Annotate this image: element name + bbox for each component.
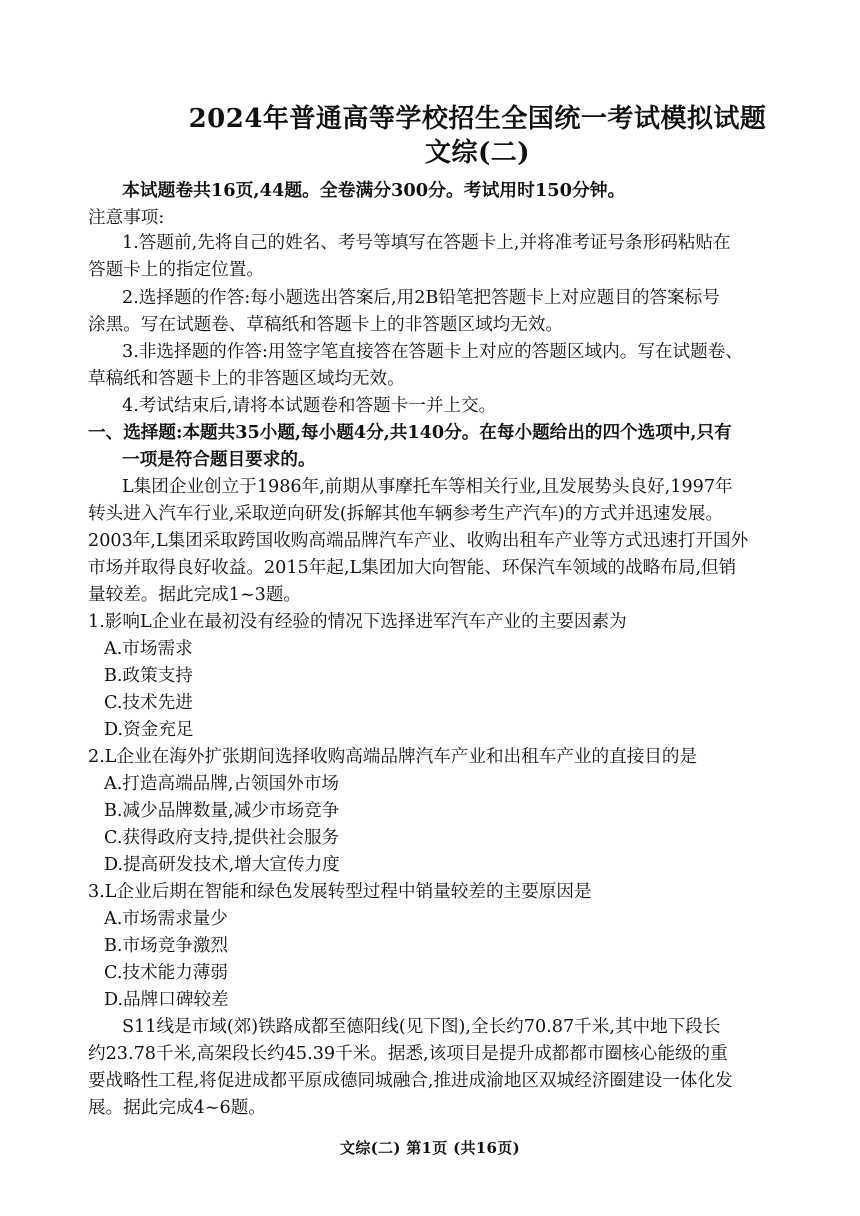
passage-1-line-4: 市场并取得良好收益。2015年起,L集团加大向智能、环保汽车领域的战略布局,但销: [88, 558, 737, 578]
question-1-option-b: B.政策支持: [104, 666, 193, 686]
passage-1-line-5: 量较差。据此完成1~3题。: [88, 585, 302, 605]
passage-1-line-3: 2003年,L集团采取跨国收购高端品牌汽车产业、收购出租车产业等方式迅速打开国外: [88, 531, 749, 551]
question-3-option-b: B.市场竞争激烈: [104, 936, 229, 956]
question-3-option-c: C.技术能力薄弱: [104, 963, 228, 983]
exam-subtitle: 文综(二): [424, 138, 531, 168]
note-1-line-1: 1.答题前,先将自己的姓名、考号等填写在答题卡上,并将准考证号条形码粘贴在: [122, 233, 731, 253]
passage-2-line-2: 约23.78千米,高架段长约45.39千米。据悉,该项目是提升成都都市圈核心能级的重: [88, 1044, 728, 1064]
passage-1-line-2: 转头进入汽车行业,采取逆向研发(拆解其他车辆参考生产汽车)的方式并迅速发展。: [88, 504, 724, 524]
note-2-line-2: 涂黑。写在试题卷、草稿纸和答题卡上的非答题区域均无效。: [88, 315, 564, 335]
question-2-option-b: B.减少品牌数量,减少市场竞争: [104, 801, 340, 821]
question-2-option-a: A.打造高端品牌,占领国外市场: [104, 774, 340, 794]
passage-1-line-1: L集团企业创立于1986年,前期从事摩托车等相关行业,且发展势头良好,1997年: [122, 477, 733, 497]
note-2-line-1: 2.选择题的作答:每小题选出答案后,用2B铅笔把答题卡上对应题目的答案标号: [122, 288, 720, 308]
passage-2-line-1: S11线是市域(郊)铁路成都至德阳线(见下图),全长约70.87千米,其中地下段长: [122, 1017, 721, 1037]
notes-heading: 注意事项:: [88, 208, 165, 228]
note-3-line-1: 3.非选择题的作答:用签字笔直接答在答题卡上对应的答题区域内。写在试题卷、: [122, 342, 743, 362]
section-1-heading-line-2: 一项是符合题目要求的。: [122, 449, 316, 470]
question-2-option-c: C.获得政府支持,提供社会服务: [104, 828, 340, 848]
question-3-stem: 3.L企业后期在智能和绿色发展转型过程中销量较差的主要原因是: [88, 882, 592, 902]
question-1-option-d: D.资金充足: [104, 720, 194, 740]
question-1-option-a: A.市场需求: [104, 639, 193, 659]
question-2-option-d: D.提高研发技术,增大宣传力度: [104, 855, 340, 875]
question-3-option-a: A.市场需求量少: [104, 909, 228, 929]
question-1-stem: 1.影响L企业在最初没有经验的情况下选择进军汽车产业的主要因素为: [88, 612, 627, 632]
section-1-heading-line-1: 一、选择题:本题共35小题,每小题4分,共140分。在每小题给出的四个选项中,只有: [88, 422, 732, 443]
exam-title: 2024年普通高等学校招生全国统一考试模拟试题: [188, 104, 767, 134]
note-1-line-2: 答题卡上的指定位置。: [88, 260, 264, 280]
passage-2-line-4: 展。据此完成4~6题。: [88, 1098, 266, 1118]
question-2-stem: 2.L企业在海外扩张期间选择收购高端品牌汽车产业和出租车产业的直接目的是: [88, 747, 698, 767]
note-4-line-1: 4.考试结束后,请将本试题卷和答题卡一并上交。: [122, 396, 497, 416]
page-footer: 文综(二) 第1页 (共16页): [340, 1139, 520, 1157]
passage-2-line-3: 要战略性工程,将促进成都平原成德同城融合,推进成渝地区双城经济圈建设一体化发: [88, 1071, 733, 1091]
question-1-option-c: C.技术先进: [104, 693, 193, 713]
question-3-option-d: D.品牌口碑较差: [104, 990, 229, 1010]
note-3-line-2: 草稿纸和答题卡上的非答题区域均无效。: [88, 369, 405, 389]
intro-line: 本试题卷共16页,44题。全卷满分300分。考试用时150分钟。: [122, 180, 626, 201]
